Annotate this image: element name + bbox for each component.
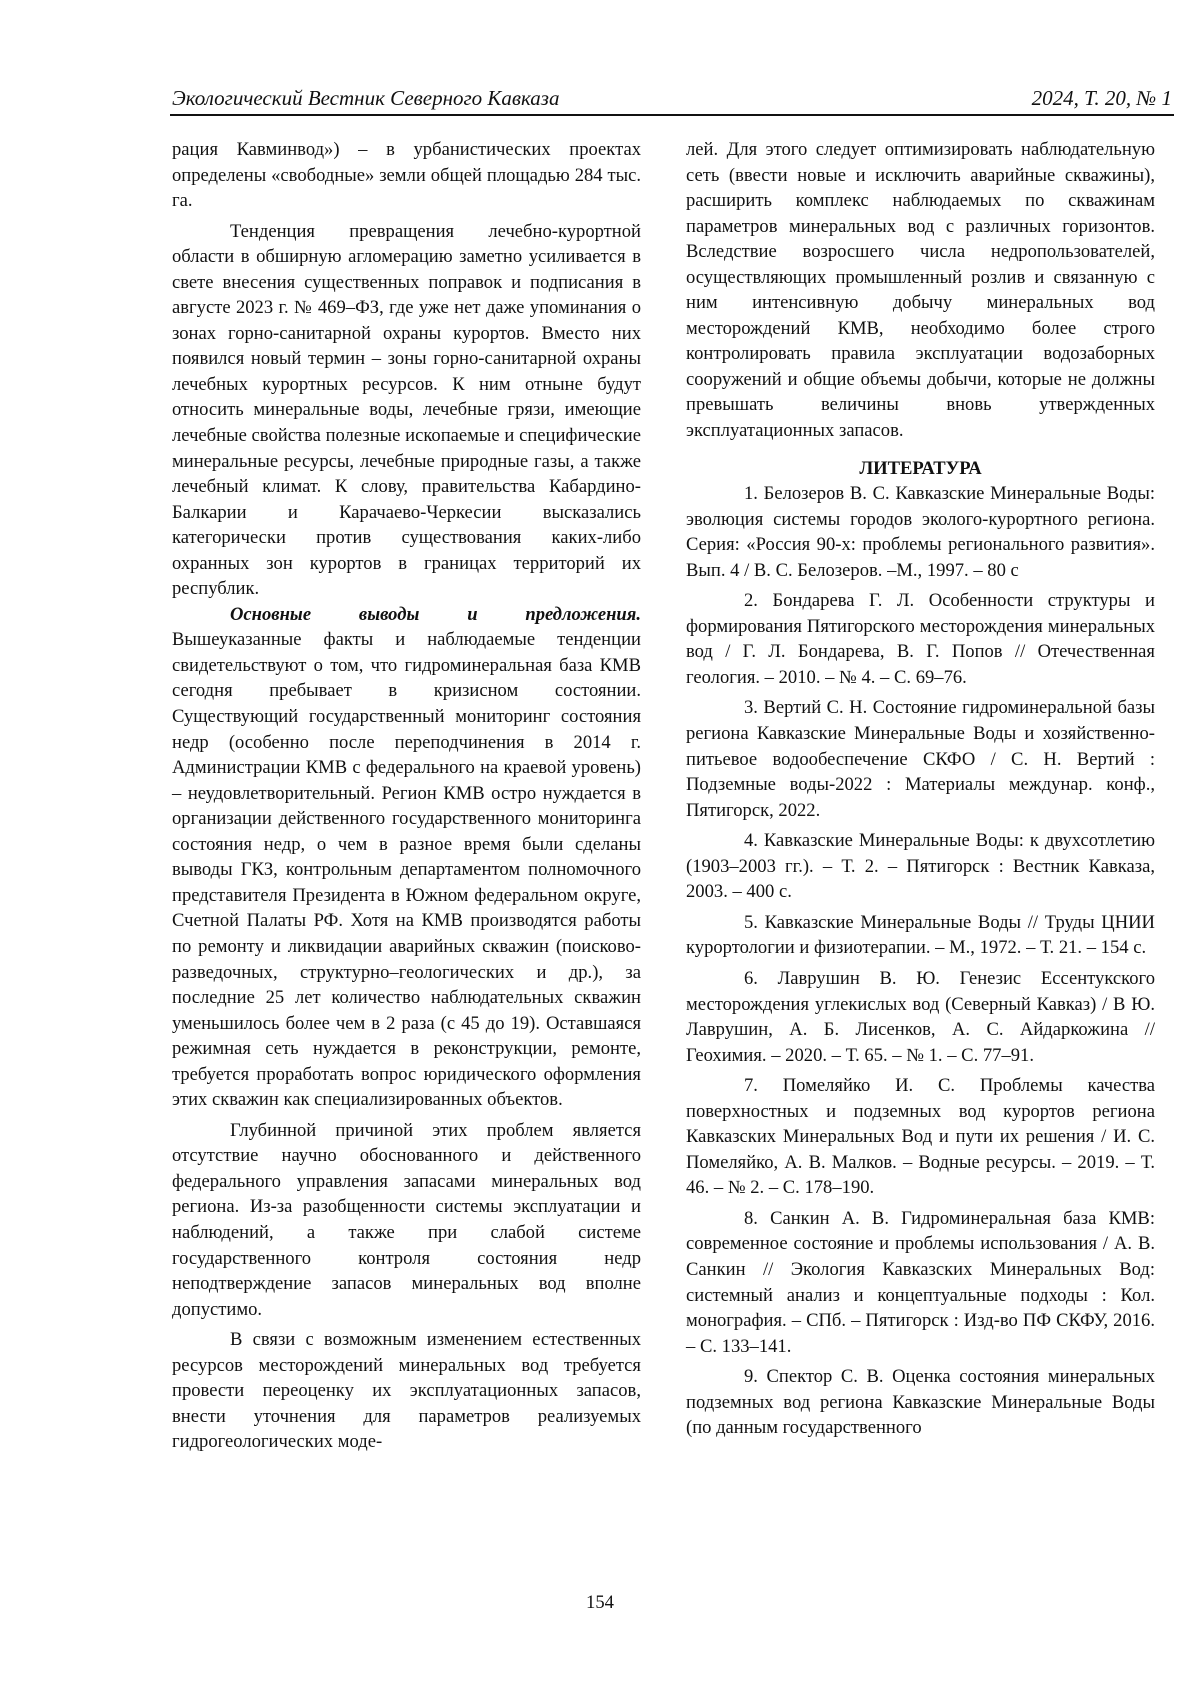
reference-item: 8. Санкин А. В. Гидроминеральная база КМВ: современное состояние и проблемы использования / А. В. Санкин // Экология Кавказских Минеральных Вод: системный анализ и концептуальные подходы : Кол. монография. – СПб. – Пятигорск : Изд-во ПФ СКФУ, 2016. – С. 133–141.: [686, 1207, 1155, 1357]
reference-item: 6. Лаврушин В. Ю. Генезис Ессентукского месторождения углекислых вод (Северный Кавказ) / В Ю. Лаврушин, А. Б. Лисенков, А. С. Айдаркожина // Геохимия. – 2020. – Т. 65. – № 1. – С. 77–91.: [686, 967, 1155, 1066]
literature-heading: ЛИТЕРАТУРА: [859, 457, 982, 479]
paragraph-conclusions: [172, 602, 641, 1113]
journal-title: Экологический Вестник Северного Кавказа: [172, 86, 560, 110]
paragraph-body: Вышеуказанные факты и наблюдаемые тенденции свидетельствуют о том, что гидроминеральная база КМВ сегодня пребывает в кризисном состоянии. Существующий государственный мониторинг состояния недр (особенно после переподчинения в 2014 г. Администрации КМВ с федерального на краевой уровень) – неудовлетворительный. Регион КМВ остро нуждается в организации действенного государственного мониторинга состояния недр, о чем в разное время были сделаны выводы ГКЗ, контрольным департаментом полномочного представителя Президента в Южном федеральном округе, Счетной Палаты РФ. Хотя на КМВ производятся работы по ремонту и ликвидации аварийных скважин (поисково-разведочных, структурно–геологических и др.), за последние 25 лет количество наблюдательных скважин уменьшилось более чем в 2 раза (с 45 до 19). Оставшаяся режимная сеть нуждается в реконструкции, ремонте, требуется проработать вопрос юридического оформления этих скважин как специализированных объектов.: [172, 629, 641, 1111]
paragraph: В связи с возможным изменением естественных ресурсов месторождений минеральных вод требуется провести переоценку их эксплуатационных запасов, внести уточнения для параметров реализуемых гидрогеологических моде-: [172, 1329, 641, 1453]
left-column: [172, 137, 641, 1455]
reference-list: [686, 481, 1155, 1441]
issue-info: 2024, Т. 20, № 1: [1031, 86, 1172, 110]
page-number: 154: [586, 1592, 614, 1613]
reference-item: 4. Кавказские Минеральные Воды: к двухсотлетию (1903–2003 гг.). – Т. 2. – Пятигорск : Вестник Кавказа, 2003. – 400 с.: [686, 830, 1155, 903]
reference-item: 3. Вертий С. Н. Состояние гидроминеральной базы региона Кавказские Минеральные Воды и хозяйственно-питьевое водообеспечение СКФО / С. Н. Вертий : Подземные воды-2022 : Материалы междунар. конф., Пятигорск, 2022.: [686, 697, 1155, 821]
paragraph: Глубинной причиной этих проблем является отсутствие научно обоснованного и действенного федерального управления запасами минеральных вод региона. Из-за разобщенности системы эксплуатации и наблюдений, а также при слабой системе государственного контроля состояния недр неподтверждение запасов минеральных вод вполне допустимо.: [172, 1119, 641, 1320]
right-column: [686, 137, 1155, 1441]
paragraph: лей. Для этого следует оптимизировать наблюдательную сеть (ввести новые и исключить аварийные скважины), расширить комплекс наблюдаемых по скважинам параметров минеральных вод с различных горизонтов. Вследствие возросшего числа недропользователей, осуществляющих промышленный розлив и связанную с ним интенсивную добычу минеральных вод месторождений КМВ, необходимо более строго контролировать правила эксплуатации водозаборных сооружений и общие объемы добычи, которые не должны превышать величины вновь утвержденных эксплуатационных запасов.: [686, 139, 1155, 442]
section-lead-in: Основные выводы и предложения.: [230, 603, 641, 625]
paragraph: Тенденция превращения лечебно-курортной области в обширную агломерацию заметно усиливается в свете внесения существенных поправок и подписания в августе 2023 г. № 469–ФЗ, где уже нет даже упоминания о зонах горно-санитарной охраны курортов. Вместо них появился новый термин – зоны горно-санитарной охраны лечебных курортных ресурсов. К ним отныне будут относить минеральные воды, лечебные грязи, имеющие лечебные свойства полезные ископаемые и специфические минеральные ресурсы, лечебные природные газы, а также лечебный климат. К слову, правительства Кабардино-Балкарии и Карачаево-Черкесии высказались категорически против существования каких-либо охранных зон курортов в границах территорий их республик.: [172, 220, 641, 600]
reference-item: 7. Помеляйко И. С. Проблемы качества поверхностных и подземных вод курортов региона Кавказских Минеральных Вод и пути их решения / И. С. Помеляйко, А. В. Малков. – Водные ресурсы. – 2019. – Т. 46. – № 2. – С. 178–190.: [686, 1075, 1155, 1199]
paragraph: рация Кавминвод») – в урбанистических проектах определены «свободные» земли общей площадью 284 тыс. га.: [172, 139, 641, 212]
reference-item: 9. Спектор С. В. Оценка состояния минеральных подземных вод региона Кавказские Минеральные Воды (по данным государственного: [686, 1366, 1155, 1439]
running-header: [172, 86, 1172, 114]
reference-item: 1. Белозеров В. С. Кавказские Минеральные Воды: эволюция системы городов эколого-курортного региона. Серия: «Россия 90-х: проблемы регионального развития». Вып. 4 / В. С. Белозеров. –М., 1997. – 80 с: [686, 483, 1155, 581]
reference-item: 5. Кавказские Минеральные Воды // Труды ЦНИИ курортологии и физиотерапии. – М., 1972. – Т. 21. – 154 с.: [686, 911, 1155, 959]
header-rule: [170, 114, 1174, 116]
reference-item: 2. Бондарева Г. Л. Особенности структуры и формирования Пятигорского месторождения минеральных вод / Г. Л. Бондарева, В. Г. Попов // Отечественная геология. – 2010. – № 4. – С. 69–76.: [686, 590, 1155, 688]
